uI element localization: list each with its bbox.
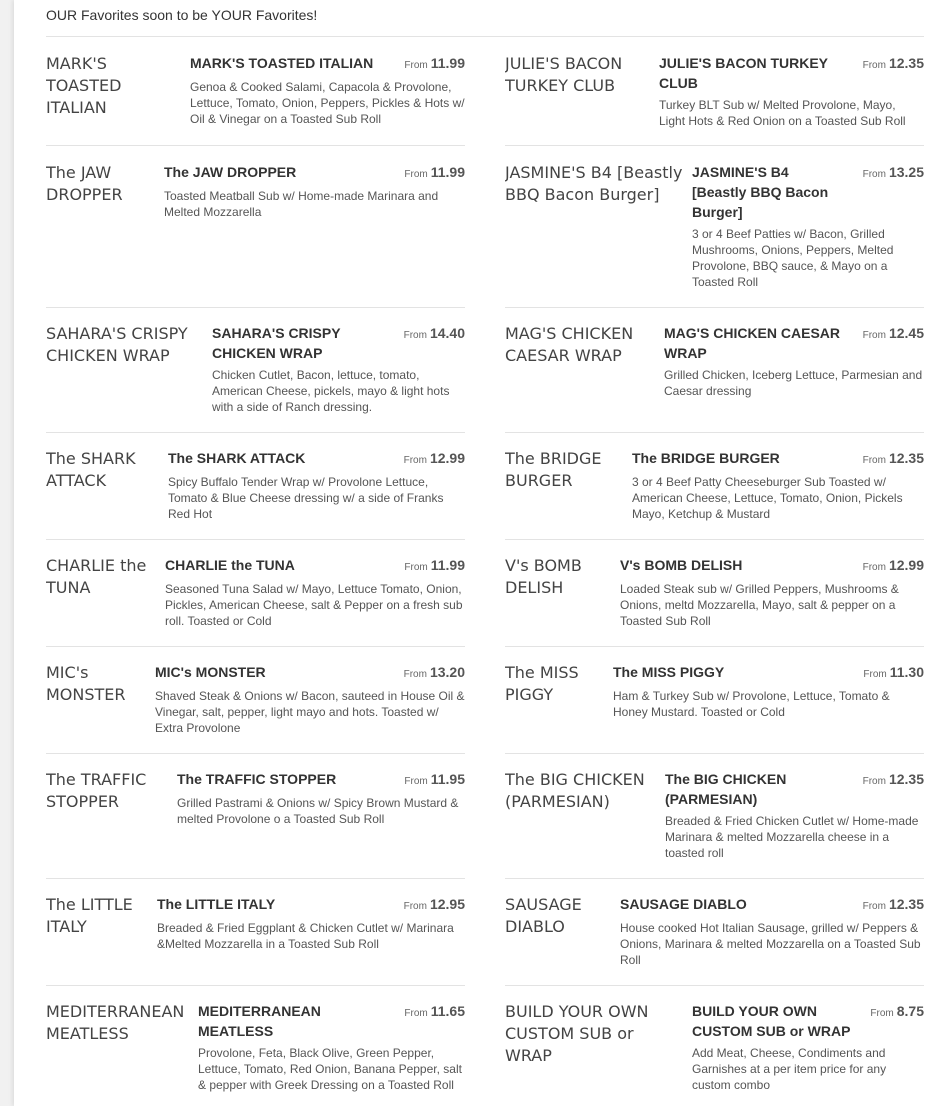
from-label: From — [403, 455, 427, 466]
item-name[interactable]: The SHARK ATTACK — [168, 450, 306, 466]
price-value: 12.35 — [888, 450, 924, 466]
from-label: From — [404, 562, 428, 573]
menu-item-julies-bacon-turkey-club[interactable] — [505, 53, 924, 138]
item-name[interactable]: The MISS PIGGY — [613, 664, 725, 680]
item-name[interactable]: MIC's MONSTER — [155, 664, 266, 680]
divider — [46, 646, 465, 647]
divider — [505, 145, 924, 146]
item-description: Chicken Cutlet, Bacon, lettuce, tomato, American Cheese, pickels, mayo & light hots with a side of Ranch dressing. — [212, 368, 450, 414]
item-name[interactable]: BUILD YOUR OWN CUSTOM SUB or WRAP — [692, 1003, 851, 1039]
item-image[interactable]: BUILD YOUR OWN CUSTOM SUB or WRAP — [505, 1002, 649, 1065]
item-price — [404, 1001, 465, 1024]
from-label: From — [862, 60, 886, 71]
from-label: From — [862, 330, 886, 341]
menu-item-the-bridge-burger[interactable] — [505, 448, 924, 533]
item-name[interactable]: MARK'S TOASTED ITALIAN — [190, 55, 374, 71]
from-label: From — [870, 1008, 894, 1019]
from-label: From — [862, 169, 886, 180]
menu-item-mediterranean-meatless[interactable] — [46, 1001, 465, 1106]
menu-item-build-your-own[interactable] — [505, 1001, 924, 1106]
divider — [505, 432, 924, 433]
menu-item-saharas-crispy-chicken-wrap[interactable] — [46, 323, 465, 428]
item-name[interactable]: The BRIDGE BURGER — [632, 450, 780, 466]
price-value: 12.99 — [429, 450, 465, 466]
item-name[interactable]: MAG'S CHICKEN CAESAR WRAP — [664, 325, 841, 361]
price-value: 8.75 — [896, 1003, 924, 1019]
item-description: Breaded & Fried Eggplant & Chicken Cutlet w/ Marinara &Melted Mozzarella in a Toasted Sub Roll — [157, 921, 454, 951]
price-value: 12.35 — [888, 771, 924, 787]
divider — [505, 878, 924, 879]
item-description: Spicy Buffalo Tender Wrap w/ Provolone Lettuce, Tomato & Blue Cheese dressing w/ a side of Franks Red Hot — [168, 475, 444, 521]
item-name[interactable]: SAUSAGE DIABLO — [620, 896, 747, 912]
menu-item-the-miss-piggy[interactable] — [505, 662, 924, 747]
item-price — [404, 662, 465, 685]
item-image[interactable]: The MISS PIGGY — [505, 663, 579, 704]
item-price — [404, 769, 465, 792]
divider — [46, 753, 465, 754]
menu-item-the-little-italy[interactable] — [46, 894, 465, 979]
item-price — [404, 162, 465, 185]
from-label: From — [862, 776, 886, 787]
price-value: 12.35 — [888, 896, 924, 912]
menu-item-mics-monster[interactable] — [46, 662, 465, 747]
item-description: Breaded & Fried Chicken Cutlet w/ Home-made Marinara & melted Mozzarella cheese in a toasted roll — [665, 814, 919, 860]
item-price — [863, 53, 924, 76]
from-label: From — [404, 60, 428, 71]
price-value: 11.65 — [430, 1003, 465, 1019]
item-description: Ham & Turkey Sub w/ Provolone, Lettuce, Tomato & Honey Mustard. Toasted or Cold — [613, 689, 890, 719]
item-description: Turkey BLT Sub w/ Melted Provolone, Mayo, Light Hots & Red Onion on a Toasted Sub Roll — [659, 98, 906, 128]
price-value: 11.95 — [430, 771, 465, 787]
menu-item-mags-chicken-caesar-wrap[interactable] — [505, 323, 924, 428]
price-value: 12.99 — [888, 557, 924, 573]
divider — [46, 307, 465, 308]
item-description: 3 or 4 Beef Patties w/ Bacon, Grilled Mushrooms, Onions, Peppers, Melted Provolone, BBQ sauce, & Mayo on a Toasted Roll — [692, 227, 894, 289]
item-price — [863, 662, 924, 685]
price-value: 13.20 — [429, 664, 465, 680]
price-value: 14.40 — [429, 325, 465, 341]
item-price — [863, 555, 924, 578]
item-image[interactable]: The TRAFFIC STOPPER — [46, 770, 147, 811]
item-image[interactable]: MAG'S CHICKEN CAESAR WRAP — [505, 324, 634, 365]
item-name[interactable]: SAHARA'S CRISPY CHICKEN WRAP — [212, 325, 341, 361]
from-label: From — [862, 562, 886, 573]
item-image[interactable]: SAHARA'S CRISPY CHICKEN WRAP — [46, 324, 188, 365]
from-label: From — [862, 901, 886, 912]
price-value: 13.25 — [888, 164, 924, 180]
item-image[interactable]: V's BOMB DELISH — [505, 556, 582, 597]
menu-item-marks-toasted-italian[interactable] — [46, 53, 465, 138]
item-description: Grilled Chicken, Iceberg Lettuce, Parmesian and Caesar dressing — [664, 368, 923, 398]
item-image[interactable]: The LITTLE ITALY — [46, 895, 133, 936]
item-description: Seasoned Tuna Salad w/ Mayo, Lettuce Tomato, Onion, Pickles, American Cheese, salt & Pepper on a fresh sub roll. Toasted or Cold — [165, 582, 463, 628]
item-name[interactable]: The LITTLE ITALY — [157, 896, 276, 912]
item-name[interactable]: The JAW DROPPER — [164, 164, 297, 180]
menu-item-the-jaw-dropper[interactable] — [46, 162, 465, 302]
from-label: From — [404, 776, 428, 787]
divider — [505, 539, 924, 540]
item-price — [404, 894, 465, 917]
from-label: From — [403, 901, 427, 912]
price-value: 11.99 — [430, 164, 465, 180]
item-name[interactable]: The BIG CHICKEN (PARMESIAN) — [665, 771, 787, 807]
menu-item-the-traffic-stopper[interactable] — [46, 769, 465, 874]
divider — [505, 753, 924, 754]
item-image[interactable]: MARK'S TOASTED ITALIAN — [46, 54, 122, 117]
item-name[interactable]: JASMINE'S B4 [Beastly BBQ Bacon Burger] — [692, 164, 829, 220]
item-image[interactable]: The BRIDGE BURGER — [505, 449, 602, 490]
from-label: From — [403, 669, 427, 680]
item-description: House cooked Hot Italian Sausage, grilled w/ Peppers & Onions, Marinara & melted Mozzarella on a Toasted Sub Roll — [620, 921, 921, 967]
divider — [46, 432, 465, 433]
from-label: From — [862, 455, 886, 466]
divider — [46, 145, 465, 146]
divider — [505, 646, 924, 647]
item-price — [404, 555, 465, 578]
menu-item-the-shark-attack[interactable] — [46, 448, 465, 533]
item-description: Toasted Meatball Sub w/ Home-made Marinara and Melted Mozzarella — [164, 189, 439, 219]
item-price — [863, 894, 924, 917]
item-description: Grilled Pastrami & Onions w/ Spicy Brown Mustard & melted Provolone o a Toasted Sub Roll — [177, 796, 459, 826]
divider — [505, 985, 924, 986]
from-label: From — [404, 1008, 428, 1019]
item-price — [404, 53, 465, 76]
divider — [46, 985, 465, 986]
item-price — [404, 448, 465, 471]
item-image[interactable]: The SHARK ATTACK — [46, 449, 136, 490]
item-price — [863, 769, 924, 792]
item-image[interactable]: JULIE'S BACON TURKEY CLUB — [505, 54, 623, 95]
price-value: 12.35 — [888, 55, 924, 71]
item-description: Shaved Steak & Onions w/ Bacon, sauteed in House Oil & Vinegar, salt, pepper, light mayo and hots. Toasted w/ Extra Provolone — [155, 689, 465, 735]
item-image[interactable]: JASMINE'S B4 [Beastly BBQ Bacon Burger] — [505, 163, 683, 204]
from-label: From — [403, 330, 427, 341]
item-image[interactable]: MEDITERRANEAN MEATLESS — [46, 1002, 185, 1043]
menu-item-vs-bomb-delish[interactable] — [505, 555, 924, 640]
item-description: Loaded Steak sub w/ Grilled Peppers, Mushrooms & Onions, meltd Mozzarella, Mayo, salt & pepper on a Toasted Sub Roll — [620, 582, 899, 628]
price-value: 11.99 — [430, 55, 465, 71]
item-image[interactable]: SAUSAGE DIABLO — [505, 895, 582, 936]
divider — [46, 878, 465, 879]
item-name[interactable]: MEDITERRANEAN MEATLESS — [198, 1003, 321, 1039]
item-description: 3 or 4 Beef Patty Cheeseburger Sub Toasted w/ American Cheese, Lettuce, Tomato, Onion, Pickels Mayo, Ketchup & Mustard — [632, 475, 903, 521]
price-value: 11.99 — [430, 557, 465, 573]
menu-item-jasmines-b4[interactable] — [505, 162, 924, 302]
item-image[interactable]: MIC's MONSTER — [46, 663, 126, 704]
item-name[interactable]: JULIE'S BACON TURKEY CLUB — [659, 55, 828, 91]
from-label: From — [863, 669, 887, 680]
item-description: Add Meat, Cheese, Condiments and Garnishes at a per item price for any custom combo — [692, 1046, 887, 1092]
menu-item-the-big-chicken[interactable] — [505, 769, 924, 874]
item-description: Provolone, Feta, Black Olive, Green Pepper, Lettuce, Tomato, Red Onion, Banana Pepper, salt & pepper with Greek Dressing on a Toasted Roll — [198, 1046, 462, 1092]
menu-item-sausage-diablo[interactable] — [505, 894, 924, 979]
menu-item-charlie-the-tuna[interactable] — [46, 555, 465, 640]
divider — [46, 539, 465, 540]
item-name[interactable]: CHARLIE the TUNA — [165, 557, 295, 573]
from-label: From — [404, 169, 428, 180]
price-value: 12.45 — [888, 325, 924, 341]
item-price — [863, 162, 924, 185]
item-name[interactable]: The TRAFFIC STOPPER — [177, 771, 337, 787]
price-value: 12.95 — [429, 896, 465, 912]
item-price — [863, 448, 924, 471]
divider — [46, 36, 924, 37]
item-price — [863, 323, 924, 346]
item-price — [870, 1001, 924, 1024]
item-name[interactable]: V's BOMB DELISH — [620, 557, 743, 573]
intro-text: OUR Favorites soon to be YOUR Favorites! — [46, 7, 318, 23]
item-image[interactable]: The BIG CHICKEN (PARMESIAN) — [505, 770, 645, 811]
item-image[interactable]: The JAW DROPPER — [46, 163, 123, 204]
item-description: Genoa & Cooked Salami, Capacola & Provolone, Lettuce, Tomato, Onion, Peppers, Pickles & Hots w/ Oil & Vinegar on a Toasted Sub Roll — [190, 80, 465, 126]
item-image[interactable]: CHARLIE the TUNA — [46, 556, 147, 597]
divider — [505, 307, 924, 308]
price-value: 11.30 — [889, 664, 924, 680]
item-price — [404, 323, 465, 346]
